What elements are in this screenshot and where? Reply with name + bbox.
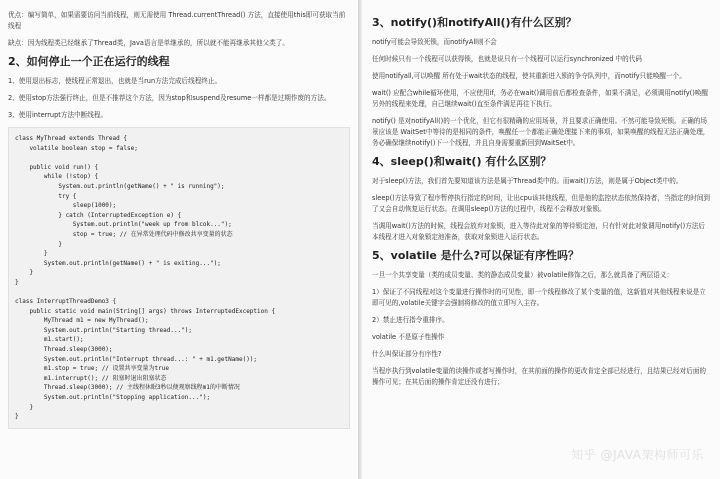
paragraph-notify-1: notify可能会导致死锁，而notifyAll则不会 xyxy=(372,38,497,46)
watermark: 知乎 @JAVA架构师可乐 xyxy=(571,448,704,462)
paragraph-volatile-4: volatile 不是原子性操作 xyxy=(372,333,445,341)
paragraph-notify-3: 使用notifyall,可以唤醒 所有处于wait状态的线程，使其重新进入锁的争夺队列中，而notify只能唤醒一个。 xyxy=(372,72,686,80)
code-text: class MyThread extends Thread { volatile boolean stop = false; public void run() { while (!stop) { System.out.println(getName() + " is running"); try { sleep(1000); } catch (InterruptedException e) { System.out.println("week up from blcok..."); stop = true; // 在异常处理代码中修改共享变量的状态 } } System.out.println(getName() + " is exiting..."); } } class InterruptThreadDemo3 { public static void main(String[] args) throws InterruptedException { MyThread m1 = new MyThread(); System.out.println("Starting thread..."); m1.start(); Thread.sleep(3000); System.out.println("Interrupt thread...: " + m1.getName()); m1.stop = true; // 设置共享变量为true m1.interrupt(); // 阻塞时退出阻塞状态 Thread.sleep(3000); // 主线程休眠3秒以便观察线程m1的中断情况 System.out.println("Stopping application..."); } } xyxy=(15,135,276,421)
paragraph-sleep-1: 对于sleep()方法，我们首先要知道该方法是属于Thread类中的。而wait()方法，则是属于Object类中的。 xyxy=(372,177,683,185)
heading-stop-thread: 2、如何停止一个正在运行的线程 xyxy=(8,55,170,68)
paragraph-volatile-2: 1）保证了不同线程对这个变量进行操作时的可见性，即一个线程修改了某个变量的值，这新值对其他线程来说是立即可见的,volatile关键字会强制将修改的值立即写入主存。 xyxy=(372,288,706,307)
heading-notify: 3、notify()和notifyAll()有什么区别？ xyxy=(372,16,577,29)
paragraph-sleep-2: sleep()方法导致了程序暂停执行指定的时间，让出cpu该其他线程，但是他的监控状态依然保持者，当指定的时间到了又会自动恢复运行状态。在调用sleep()方法的过程中，线程不会释放对象锁。 xyxy=(372,194,711,213)
paragraph-notify-4: wait() 应配合while循环使用，不应使用if，务必在wait()调用前后都检查条件，如果不满足，必须调用notify()唤醒另外的线程来处理，自己继续wait()直至条件满足再往下执行。 xyxy=(372,89,708,108)
paragraph-notify-5: notify() 是对notifyAll()的一个优化，但它有很精确的应用场景，并且要求正确使用。不然可能导致死锁。正确的场景应该是 WaitSet中等待的是相同的条件，唤醒任一个都能正确处理接下来的事项，如果唤醒的线程无法正确处理，务必确保继续notify()下一个线程，并且自身需要重新回到WaitSet中。 xyxy=(372,117,710,147)
heading-volatile: 5、volatile 是什么?可以保证有序性吗？ xyxy=(372,249,580,262)
code-block xyxy=(8,127,350,429)
paragraph-volatile-1: 一旦一个共享变量（类的成员变量、类的静态成员变量）被volatile修饰之后，那么就具备了两层语义： xyxy=(372,271,674,279)
paragraph-method-3: 3、使用interrupt方法中断线程。 xyxy=(8,111,108,119)
paragraph-volatile-5: 什么叫保证部分有序性? xyxy=(372,350,442,358)
paragraph-sleep-3: 当调用wait()方法的时候，线程会放弃对象锁，进入等待此对象的等待锁定池，只有针对此对象调用notify()方法后本线程才进入对象锁定池准备，获取对象锁进入运行状态。 xyxy=(372,222,706,241)
paragraph-volatile-6: 当程序执行到volatile变量的读操作或者写操作时，在其前面的操作的更改肯定全部已经进行，且结果已经对后面的操作可见；在其后面的操作肯定还没有进行； xyxy=(372,367,707,386)
paragraph-volatile-3: 2）禁止进行指令重排序。 xyxy=(372,316,449,324)
left-page xyxy=(0,0,358,479)
heading-sleep-wait: 4、sleep()和wait() 有什么区别？ xyxy=(372,155,552,168)
paragraph-pros: 优点：编写简单，如果需要访问当前线程，则无需使用 Thread.currentThread() 方法，直接使用this即可获取当前线程 xyxy=(8,11,346,30)
paragraph-notify-2: 任何时候只有一个线程可以获得锁，也就是说只有一个线程可以运行synchronized 中的代码 xyxy=(372,55,642,63)
right-page xyxy=(362,0,720,479)
paragraph-method-2: 2、使用stop方法强行终止，但是不推荐这个方法，因为stop和suspend及resume一样都是过期作废的方法。 xyxy=(8,94,331,102)
paragraph-cons: 缺点：因为线程类已经继承了Thread类，Java语言是单继承的，所以就不能再继承其他父类了。 xyxy=(8,39,289,47)
paragraph-method-1: 1、使用退出标志，使线程正常退出，也就是当run方法完成后线程终止。 xyxy=(8,77,222,85)
